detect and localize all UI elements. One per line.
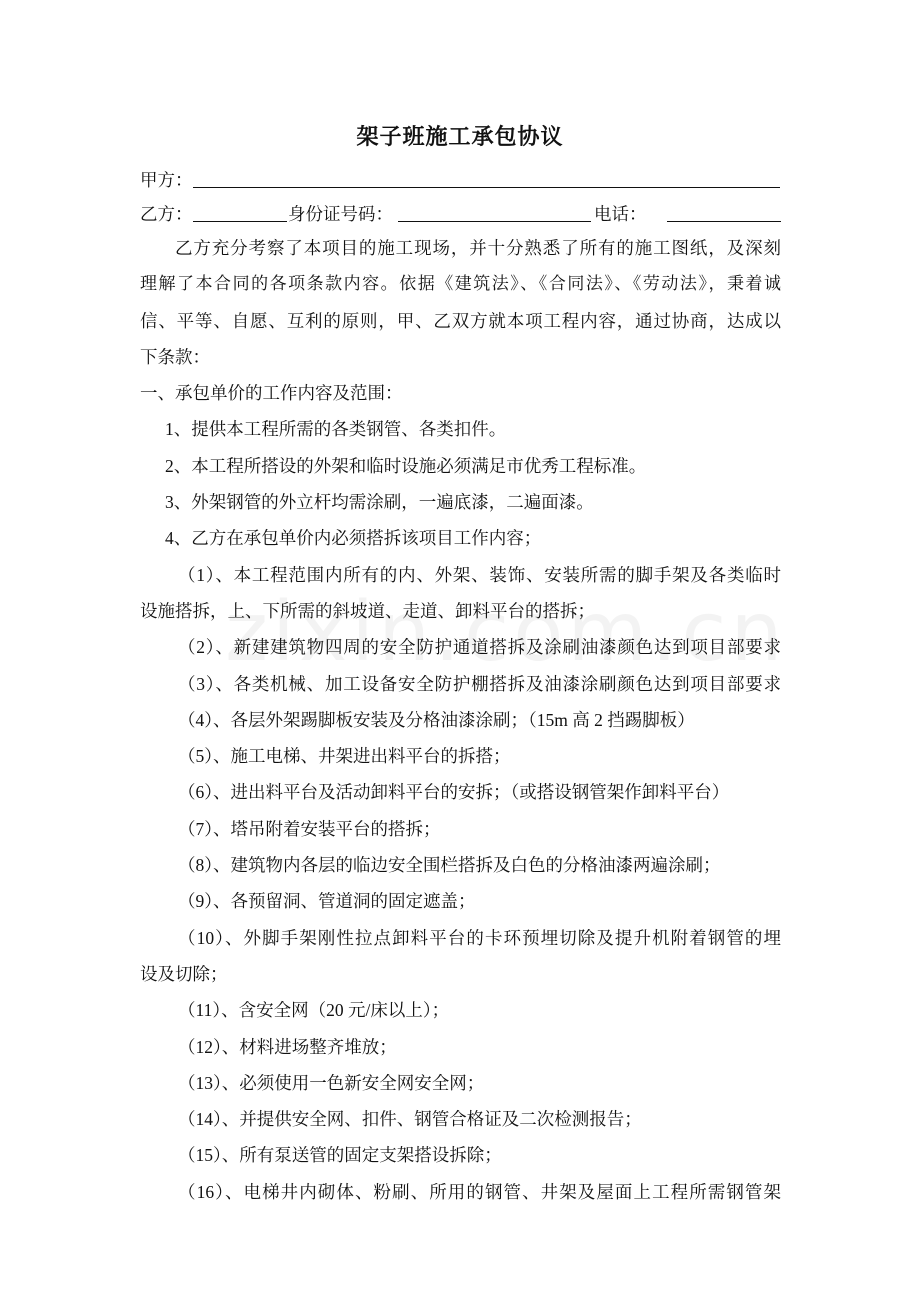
sub-item-11: （11）、含安全网（20 元/床以上）； (178, 1000, 450, 1021)
intro-line: 信、平等、自愿、互利的原则，甲、乙双方就本项工程内容，通过协商，达成以 (140, 310, 781, 331)
sub-item-13: （13）、必须使用一色新安全网安全网； (178, 1072, 485, 1093)
sub-item-10-continued: 设及切除； (140, 963, 228, 984)
party-b-name-blank (193, 221, 287, 222)
sub-item-14: （14）、并提供安全网、扣件、钢管合格证及二次检测报告； (178, 1109, 642, 1130)
phone-blank (667, 221, 781, 222)
scope-item: 2、本工程所搭设的外架和临时设施必须满足市优秀工程标准。 (165, 455, 647, 476)
intro-line: 下条款： (140, 346, 210, 367)
scope-item: 3、外架钢管的外立杆均需涂刷，一遍底漆，二遍面漆。 (165, 492, 594, 513)
party-a-blank (193, 187, 780, 188)
sub-item-1: （1）、本工程范围内所有的内、外架、装饰、安装所需的脚手架及各类临时 (178, 564, 781, 585)
sub-item-8: （8）、建筑物内各层的临边安全围栏搭拆及白色的分格油漆两遍涂刷； (178, 855, 721, 876)
party-b-row (140, 199, 781, 229)
sub-item-4: （4）、各层外架踢脚板安装及分格油漆涂刷；（15m 高 2 挡踢脚板） (178, 709, 695, 730)
sub-item-7: （7）、塔吊附着安装平台的搭拆； (178, 818, 441, 839)
party-a-row (140, 165, 781, 195)
sub-item-12: （12）、材料进场整齐堆放； (178, 1036, 397, 1057)
scope-item: 1、提供本工程所需的各类钢管、各类扣件。 (165, 419, 507, 440)
scope-item: 4、乙方在承包单价内必须搭拆该项目工作内容； (165, 528, 542, 549)
sub-item-9: （9）、各预留洞、管道洞的固定遮盖； (178, 891, 476, 912)
sub-item-1-continued: 设施搭拆，上、下所需的斜坡道、走道、卸料平台的搭拆； (140, 600, 595, 621)
sub-item-15: （15）、所有泵送管的固定支架搭设拆除； (178, 1145, 502, 1166)
section-heading: 一、承包单价的工作内容及范围： (140, 383, 403, 404)
id-number-label: 身份证号码： (288, 204, 393, 224)
sub-item-3: （3）、各类机械、加工设备安全防护棚搭拆及油漆涂刷颜色达到项目部要求 (178, 673, 781, 694)
intro-line: 理解了本合同的各项条款内容。依据《建筑法》、《合同法》、《劳动法》，秉着诚 (140, 274, 781, 294)
party-b-label: 乙方： (140, 204, 193, 224)
party-a-label: 甲方： (140, 170, 193, 190)
phone-label: 电话： (594, 204, 647, 224)
id-number-blank (398, 221, 591, 222)
intro-line: 乙方充分考察了本项目的施工现场，并十分熟悉了所有的施工图纸，及深刻 (175, 238, 781, 258)
sub-item-6: （6）、进出料平台及活动卸料平台的安拆；（或搭设钢管架作卸料平台） (178, 782, 730, 803)
sub-item-2: （2）、新建建筑物四周的安全防护通道搭拆及涂刷油漆颜色达到项目部要求 (178, 637, 781, 658)
sub-item-10: （10）、外脚手架刚性拉点卸料平台的卡环预埋切除及提升机附着钢管的埋 (178, 927, 781, 948)
agreement-body (140, 230, 781, 1210)
sub-item-16: （16）、电梯井内砌体、粉刷、所用的钢管、井架及屋面上工程所需钢管架 (178, 1181, 781, 1202)
document-title: 架子班施工承包协议 (356, 124, 564, 149)
sub-item-5: （5）、施工电梯、井架进出料平台的拆搭； (178, 746, 511, 767)
